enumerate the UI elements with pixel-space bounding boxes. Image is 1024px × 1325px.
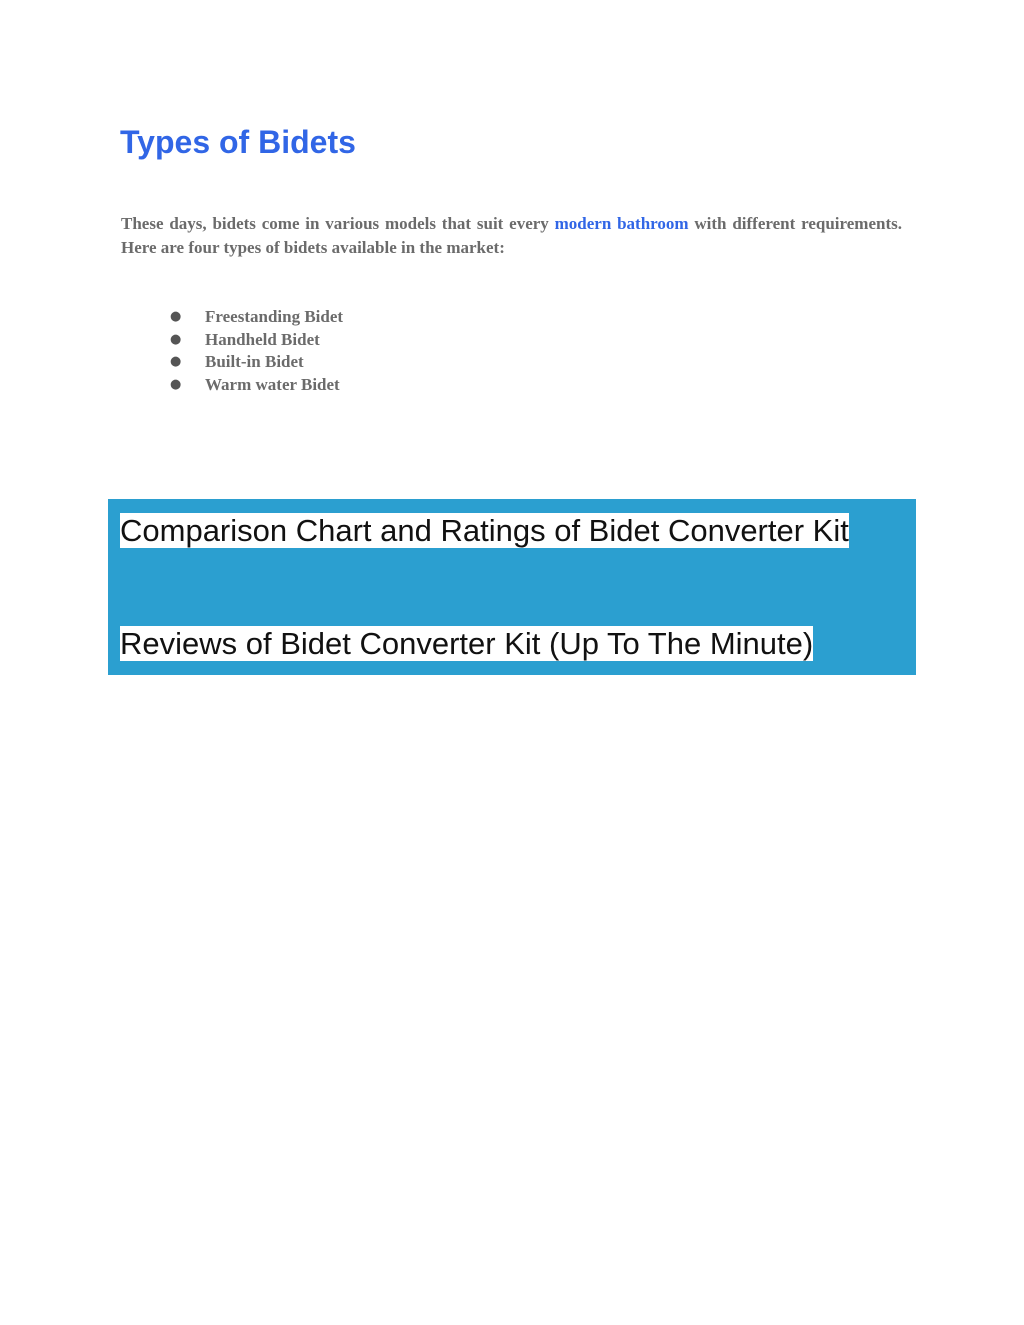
- bullet-icon: ●: [170, 331, 182, 347]
- comparison-chart-heading: [120, 512, 903, 550]
- bidet-types-list: [170, 306, 343, 396]
- comparison-chart-heading-text: Comparison Chart and Ratings of Bidet Converter Kit: [120, 513, 849, 548]
- list-item-label: Warm water Bidet: [205, 374, 340, 394]
- list-item: [170, 351, 343, 374]
- list-item-label: Built-in Bidet: [205, 352, 304, 372]
- intro-text-after: with different requirements. Here are four types of bidets available in the market:: [121, 214, 902, 257]
- list-item-label: Freestanding Bidet: [205, 307, 344, 326]
- modern-bathroom-link[interactable]: modern bathroom: [554, 214, 689, 233]
- list-item-label: Handheld Bidet: [205, 329, 320, 349]
- list-item: [170, 329, 343, 352]
- intro-text-before: These days, bidets come in various models that suit every: [121, 214, 555, 233]
- list-item: [170, 306, 343, 329]
- reviews-heading: [120, 625, 903, 663]
- bullet-icon: ●: [170, 376, 182, 392]
- reviews-heading-text: Reviews of Bidet Converter Kit (Up To The Minute): [120, 626, 814, 661]
- intro-paragraph: [121, 212, 902, 260]
- bullet-icon: ●: [170, 309, 182, 324]
- page-title: Types of Bidets: [120, 124, 356, 160]
- bullet-icon: ●: [170, 354, 182, 370]
- list-item: [170, 374, 343, 397]
